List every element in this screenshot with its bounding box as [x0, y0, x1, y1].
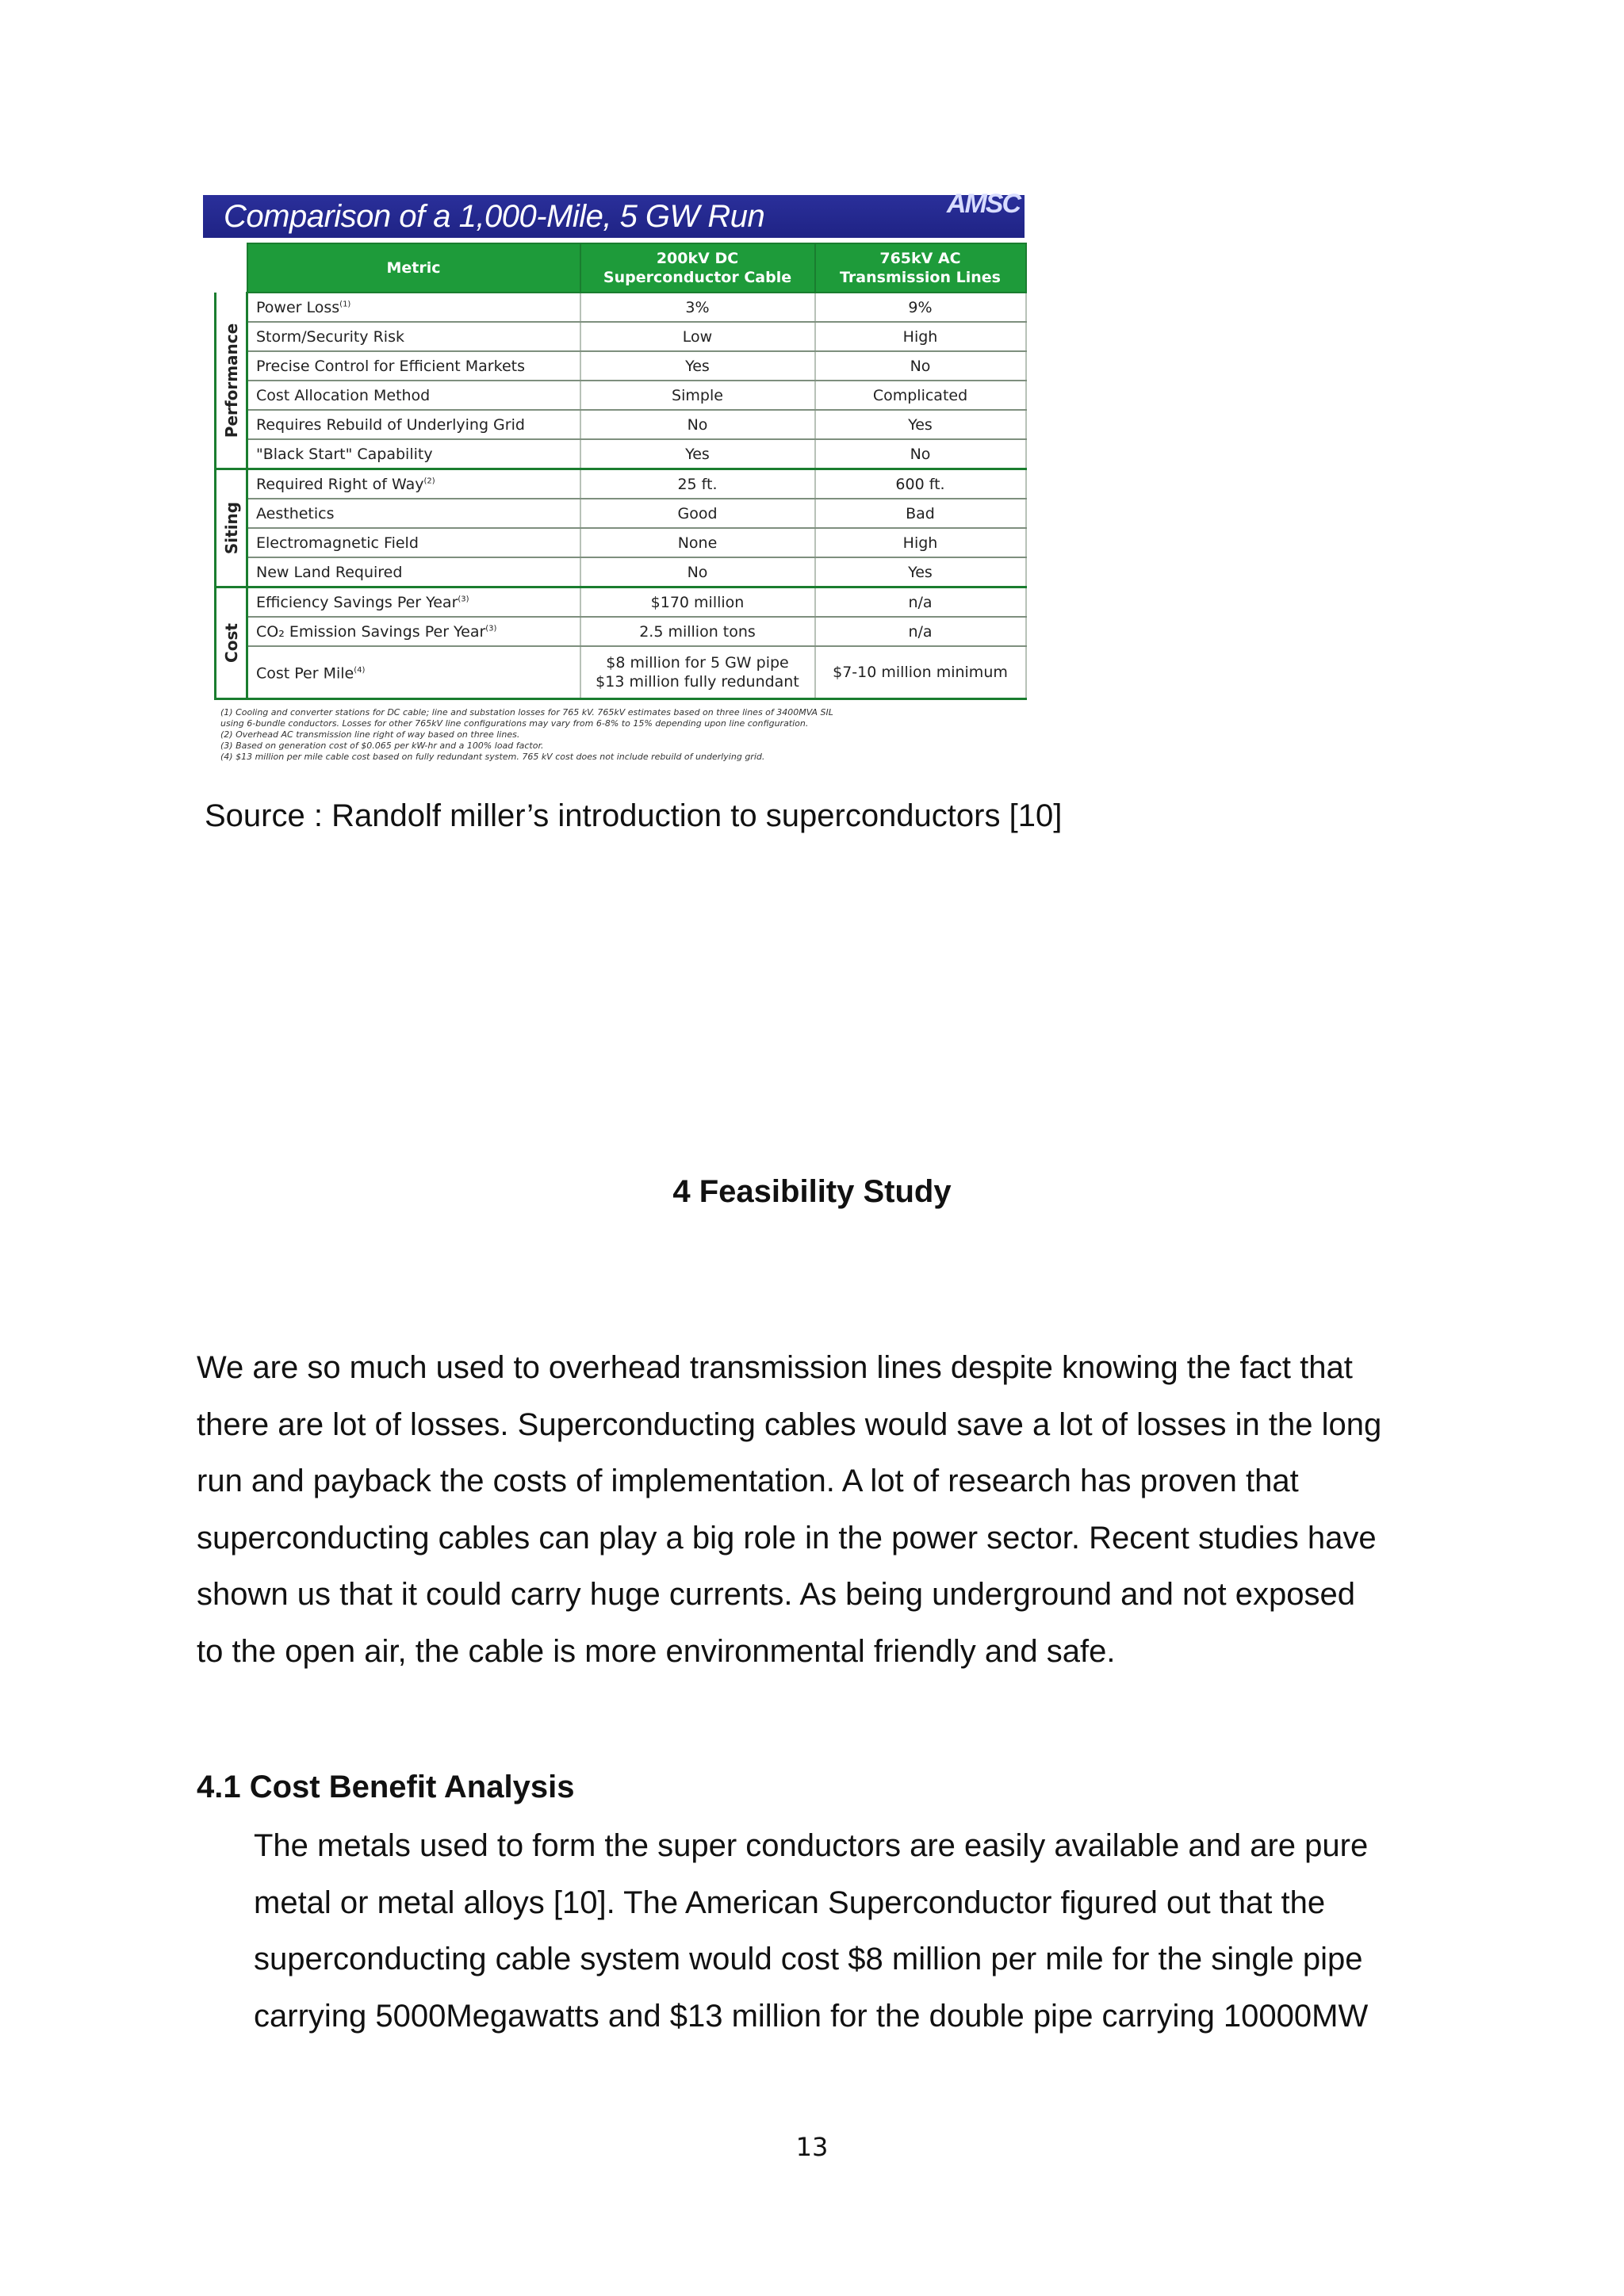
metric-cell — [247, 469, 580, 499]
dc-value: Yes — [580, 439, 815, 469]
page-number: 13 — [795, 2132, 829, 2162]
group-label-siting: Siting — [221, 501, 241, 555]
header-ac-line1: 765kV AC — [879, 250, 961, 267]
dc-value-line1: $8 million for 5 GW pipe — [606, 654, 789, 672]
ac-value: 600 ft. — [815, 469, 1026, 499]
dc-value: Simple — [580, 381, 815, 410]
paragraph-line: superconducting cable system would cost $8 million per mile for the single pipe — [254, 1942, 1363, 1976]
metric-text: Power Loss — [256, 298, 340, 316]
section-heading: 4 Feasibility Study — [672, 1174, 952, 1209]
footnote-ref: (2) — [423, 476, 435, 486]
table-row — [216, 381, 1026, 410]
metric-text: Aesthetics — [247, 499, 580, 528]
paragraph-line: We are so much used to overhead transmission lines despite knowing the fact that — [197, 1350, 1353, 1385]
footnote-line: (4) $13 million per mile cable cost based on fully redundant system. 765 kV cost does not include rebuild of underlying grid. — [220, 752, 765, 762]
header-ac-line2: Transmission Lines — [840, 269, 1001, 286]
footnote-ref: (4) — [354, 666, 366, 675]
metric-text: Electromagnetic Field — [247, 528, 580, 557]
ac-value: High — [815, 528, 1026, 557]
header-spacer — [216, 243, 247, 293]
figure-title: Comparison of a 1,000-Mile, 5 GW Run — [224, 199, 765, 234]
ac-value: 9% — [815, 293, 1026, 322]
metric-cell — [247, 293, 580, 322]
ac-value: Complicated — [815, 381, 1026, 410]
table-row — [216, 557, 1026, 587]
dc-value: Good — [580, 499, 815, 528]
comparison-figure — [203, 189, 1025, 775]
footnote-line: (3) Based on generation cost of $0.065 per kW-hr and a 100% load factor. — [220, 740, 544, 751]
metric-text: Requires Rebuild of Underlying Grid — [247, 410, 580, 439]
ac-value: High — [815, 322, 1026, 351]
metric-text: CO₂ Emission Savings Per Year — [256, 622, 486, 641]
footnote-ref: (1) — [339, 300, 351, 309]
footnote-ref: (3) — [485, 624, 497, 633]
table-row — [216, 499, 1026, 528]
dc-value — [580, 646, 815, 699]
header-ac-lines — [815, 243, 1026, 293]
table-header-row — [216, 243, 1026, 293]
table-footnotes — [220, 707, 1013, 763]
group-cost — [216, 587, 247, 699]
paragraph-line: shown us that it could carry huge currents. As being underground and not exposed — [197, 1577, 1355, 1612]
paragraph-line: The metals used to form the super conductors are easily available and are pure — [254, 1828, 1369, 1863]
group-performance — [216, 293, 247, 469]
header-dc-cable — [580, 243, 815, 293]
paragraph-line: superconducting cables can play a big role in the power sector. Recent studies have — [197, 1520, 1377, 1556]
table-row — [216, 617, 1026, 646]
footnote-ref: (3) — [458, 595, 469, 604]
metric-cell — [247, 646, 580, 699]
ac-value: Yes — [815, 410, 1026, 439]
table-row — [216, 587, 1026, 618]
dc-value: 25 ft. — [580, 469, 815, 499]
table-row — [216, 293, 1026, 322]
metric-text: Cost Allocation Method — [247, 381, 580, 410]
table-row — [216, 439, 1026, 469]
table-row — [216, 528, 1026, 557]
figure-title-banner — [203, 189, 1025, 238]
metric-text: Efficiency Savings Per Year — [256, 593, 458, 611]
dc-value: None — [580, 528, 815, 557]
ac-value: n/a — [815, 617, 1026, 646]
footnote-line: using 6-bundle conductors. Losses for other 765kV line configurations may vary from 6-8% to 15% depending upon line configuration. — [220, 718, 809, 729]
section-paragraph — [197, 1340, 1434, 1680]
figure-source-caption: Source : Randolf miller’s introduction to superconductors [10] — [205, 798, 1063, 833]
metric-text: Cost Per Mile — [256, 664, 354, 683]
group-label-performance: Performance — [221, 323, 241, 438]
table-row — [216, 322, 1026, 351]
table-row — [216, 410, 1026, 439]
paragraph-line: there are lot of losses. Superconducting cables would save a lot of losses in the long — [197, 1406, 1382, 1442]
paragraph-line: carrying 5000Megawatts and $13 million for the double pipe carrying 10000MW — [254, 1998, 1369, 2034]
footnote-line: (2) Overhead AC transmission line right of way based on three lines. — [220, 729, 520, 740]
metric-text: Required Right of Way — [256, 475, 424, 493]
header-dc-line1: 200kV DC — [656, 250, 739, 267]
ac-value: $7-10 million minimum — [815, 646, 1026, 699]
metric-text: "Black Start" Capability — [247, 439, 580, 469]
dc-value: 2.5 million tons — [580, 617, 815, 646]
metric-cell — [247, 617, 580, 646]
subsection-heading: 4.1 Cost Benefit Analysis — [197, 1770, 575, 1804]
header-dc-line2: Superconductor Cable — [603, 269, 792, 286]
dc-value-line2: $13 million fully redundant — [596, 673, 799, 691]
dc-value: No — [580, 557, 815, 587]
dc-value: $170 million — [580, 587, 815, 618]
ac-value: Yes — [815, 557, 1026, 587]
subsection-paragraph — [254, 1818, 1443, 2045]
dc-value: Yes — [580, 351, 815, 381]
ac-value: No — [815, 351, 1026, 381]
ac-value: No — [815, 439, 1026, 469]
metric-text: Storm/Security Risk — [247, 322, 580, 351]
footnote-line: (1) Cooling and converter stations for DC cable; line and substation losses for 765 kV. 765kV estimates based on three lines of 3400MVA SIL — [220, 707, 833, 718]
group-label-cost: Cost — [221, 623, 241, 663]
paragraph-line: run and payback the costs of implementation. A lot of research has proven that — [197, 1464, 1299, 1498]
paragraph-line: metal or metal alloys [10]. The American Superconductor figured out that the — [254, 1885, 1326, 1920]
metric-cell — [247, 587, 580, 618]
metric-text: Precise Control for Efficient Markets — [247, 351, 580, 381]
dc-value: 3% — [580, 293, 815, 322]
table-row — [216, 351, 1026, 381]
paragraph-line: to the open air, the cable is more environmental friendly and safe. — [197, 1633, 1116, 1669]
dc-value: Low — [580, 322, 815, 351]
header-metric: Metric — [247, 243, 580, 293]
dc-value: No — [580, 410, 815, 439]
metric-text: New Land Required — [247, 557, 580, 587]
amsc-logo: AMSC — [946, 189, 1020, 219]
group-siting — [216, 469, 247, 587]
ac-value: Bad — [815, 499, 1026, 528]
comparison-table — [214, 243, 1027, 700]
ac-value: n/a — [815, 587, 1026, 618]
table-row — [216, 646, 1026, 699]
table-row — [216, 469, 1026, 499]
